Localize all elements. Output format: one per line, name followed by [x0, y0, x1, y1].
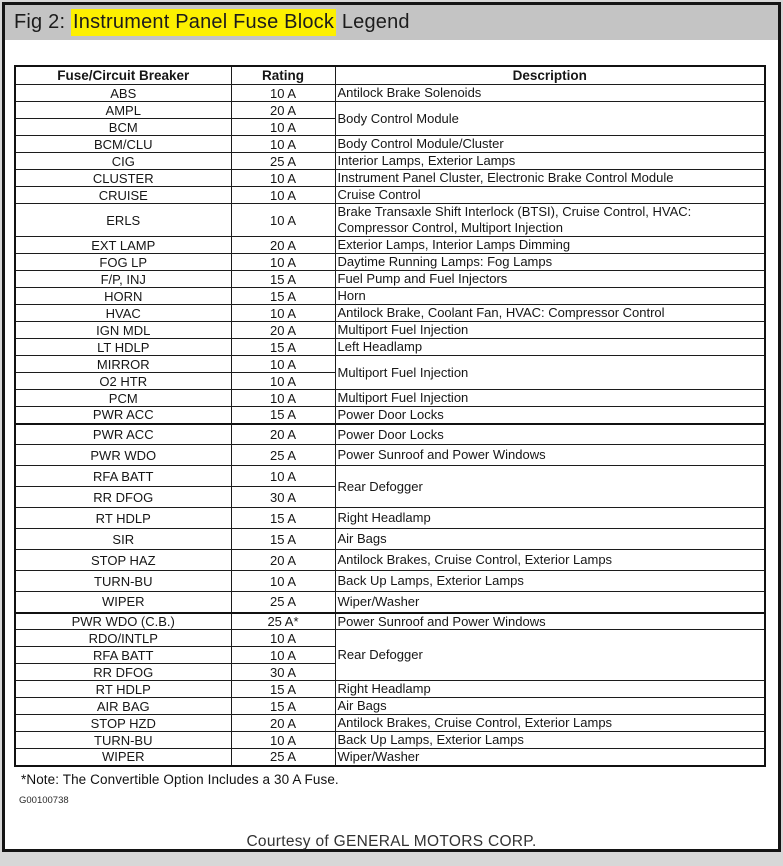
fuse-cell: BCM [15, 119, 231, 136]
fuse-cell: RR DFOG [15, 664, 231, 681]
rating-cell: 15 A [231, 271, 335, 288]
rating-cell: 10 A [231, 136, 335, 153]
table-row [15, 153, 765, 170]
fuse-cell: ABS [15, 85, 231, 102]
description-cell: Left Headlamp [335, 339, 765, 356]
fuse-cell: RFA BATT [15, 466, 231, 487]
table-row [15, 749, 765, 766]
rating-cell: 10 A [231, 732, 335, 749]
document-page [2, 2, 781, 852]
description-cell: Horn [335, 288, 765, 305]
fuse-cell: FOG LP [15, 254, 231, 271]
figure-title [5, 5, 778, 40]
column-header-description: Description [335, 66, 765, 85]
table-row [15, 390, 765, 407]
figure-code: G00100738 [19, 794, 69, 806]
fuse-cell: AIR BAG [15, 698, 231, 715]
rating-cell: 20 A [231, 237, 335, 254]
fuse-legend-table [14, 65, 766, 767]
rating-cell: 10 A [231, 373, 335, 390]
fuse-cell: EXT LAMP [15, 237, 231, 254]
description-cell: Right Headlamp [335, 681, 765, 698]
table-row [15, 204, 765, 237]
fuse-cell: RDO/INTLP [15, 630, 231, 647]
rating-cell: 30 A [231, 664, 335, 681]
table-row [15, 508, 765, 529]
rating-cell: 20 A [231, 715, 335, 732]
description-cell: Power Sunroof and Power Windows [335, 613, 765, 630]
fuse-cell: TURN-BU [15, 571, 231, 592]
description-cell: Cruise Control [335, 187, 765, 204]
rating-cell: 20 A [231, 102, 335, 119]
fuse-cell: PWR WDO (C.B.) [15, 613, 231, 630]
table-row [15, 630, 765, 647]
table-row [15, 424, 765, 445]
description-cell: Exterior Lamps, Interior Lamps Dimming [335, 237, 765, 254]
table-row [15, 592, 765, 613]
table-row [15, 322, 765, 339]
description-cell: Body Control Module/Cluster [335, 136, 765, 153]
description-cell: Antilock Brake, Coolant Fan, HVAC: Compressor Control [335, 305, 765, 322]
rating-cell: 10 A [231, 390, 335, 407]
footnote: *Note: The Convertible Option Includes a 30 A Fuse. [21, 771, 339, 787]
rating-cell: 15 A [231, 339, 335, 356]
fuse-cell: PWR WDO [15, 445, 231, 466]
rating-cell: 20 A [231, 322, 335, 339]
table-row [15, 305, 765, 322]
description-cell: Rear Defogger [335, 630, 765, 681]
rating-cell: 25 A [231, 153, 335, 170]
fuse-cell: HVAC [15, 305, 231, 322]
fuse-cell: RT HDLP [15, 681, 231, 698]
description-cell: Daytime Running Lamps: Fog Lamps [335, 254, 765, 271]
table-row [15, 170, 765, 187]
rating-cell: 15 A [231, 407, 335, 424]
rating-cell: 10 A [231, 204, 335, 237]
fuse-cell: PWR ACC [15, 424, 231, 445]
description-cell: Antilock Brakes, Cruise Control, Exterior Lamps [335, 550, 765, 571]
table-row [15, 681, 765, 698]
table-row [15, 698, 765, 715]
fuse-cell: SIR [15, 529, 231, 550]
rating-cell: 15 A [231, 508, 335, 529]
description-cell: Antilock Brake Solenoids [335, 85, 765, 102]
fuse-cell: LT HDLP [15, 339, 231, 356]
rating-cell: 10 A [231, 119, 335, 136]
description-cell: Multiport Fuel Injection [335, 390, 765, 407]
table-row [15, 613, 765, 630]
fuse-cell: HORN [15, 288, 231, 305]
rating-cell: 20 A [231, 424, 335, 445]
table-row [15, 254, 765, 271]
rating-cell: 25 A [231, 592, 335, 613]
rating-cell: 15 A [231, 698, 335, 715]
rating-cell: 25 A* [231, 613, 335, 630]
description-cell: Body Control Module [335, 102, 765, 136]
fuse-cell: ERLS [15, 204, 231, 237]
rating-cell: 10 A [231, 647, 335, 664]
fuse-cell: AMPL [15, 102, 231, 119]
description-cell: Wiper/Washer [335, 749, 765, 766]
fuse-cell: RT HDLP [15, 508, 231, 529]
fuse-cell: IGN MDL [15, 322, 231, 339]
table-row [15, 445, 765, 466]
table-row [15, 237, 765, 254]
column-header-rating: Rating [231, 66, 335, 85]
table-row [15, 356, 765, 373]
table-row [15, 571, 765, 592]
rating-cell: 10 A [231, 571, 335, 592]
table-row [15, 466, 765, 487]
fuse-table-body [15, 85, 765, 766]
description-cell: Multiport Fuel Injection [335, 356, 765, 390]
description-cell: Antilock Brakes, Cruise Control, Exterior Lamps [335, 715, 765, 732]
rating-cell: 10 A [231, 305, 335, 322]
rating-cell: 25 A [231, 749, 335, 766]
description-cell: Air Bags [335, 698, 765, 715]
fuse-cell: RFA BATT [15, 647, 231, 664]
fuse-cell: STOP HZD [15, 715, 231, 732]
description-cell: Back Up Lamps, Exterior Lamps [335, 571, 765, 592]
rating-cell: 15 A [231, 288, 335, 305]
table-header-row [15, 66, 765, 85]
courtesy-line: Courtesy of GENERAL MOTORS CORP. [246, 832, 537, 850]
fuse-cell: PCM [15, 390, 231, 407]
fuse-cell: WIPER [15, 749, 231, 766]
description-cell: Power Door Locks [335, 424, 765, 445]
figure-title-highlight: Instrument Panel Fuse Block [71, 9, 336, 36]
fuse-cell: RR DFOG [15, 487, 231, 508]
fuse-cell: O2 HTR [15, 373, 231, 390]
rating-cell: 30 A [231, 487, 335, 508]
table-row [15, 288, 765, 305]
rating-cell: 10 A [231, 85, 335, 102]
fuse-cell: TURN-BU [15, 732, 231, 749]
fuse-cell: STOP HAZ [15, 550, 231, 571]
table-row [15, 407, 765, 424]
column-header-fuse-circuit-breaker: Fuse/Circuit Breaker [15, 66, 231, 85]
rating-cell: 15 A [231, 681, 335, 698]
description-cell: Wiper/Washer [335, 592, 765, 613]
table-row [15, 85, 765, 102]
description-cell: Right Headlamp [335, 508, 765, 529]
fuse-cell: CLUSTER [15, 170, 231, 187]
fuse-cell: BCM/CLU [15, 136, 231, 153]
description-cell: Fuel Pump and Fuel Injectors [335, 271, 765, 288]
rating-cell: 10 A [231, 630, 335, 647]
table-row [15, 102, 765, 119]
rating-cell: 15 A [231, 529, 335, 550]
description-cell: Power Door Locks [335, 407, 765, 424]
rating-cell: 10 A [231, 356, 335, 373]
rating-cell: 10 A [231, 187, 335, 204]
description-cell: Air Bags [335, 529, 765, 550]
description-cell: Interior Lamps, Exterior Lamps [335, 153, 765, 170]
rating-cell: 10 A [231, 170, 335, 187]
table-row [15, 339, 765, 356]
figure-title-suffix: Legend [336, 11, 410, 33]
fuse-cell: PWR ACC [15, 407, 231, 424]
table-header [15, 66, 765, 85]
table-row [15, 187, 765, 204]
description-cell: Instrument Panel Cluster, Electronic Brake Control Module [335, 170, 765, 187]
fuse-cell: F/P, INJ [15, 271, 231, 288]
fuse-cell: WIPER [15, 592, 231, 613]
table-row [15, 136, 765, 153]
table-row [15, 271, 765, 288]
table-row [15, 550, 765, 571]
fuse-cell: MIRROR [15, 356, 231, 373]
figure-title-prefix: Fig 2: [14, 11, 71, 33]
rating-cell: 25 A [231, 445, 335, 466]
fuse-cell: CIG [15, 153, 231, 170]
description-cell: Rear Defogger [335, 466, 765, 508]
description-cell: Brake Transaxle Shift Interlock (BTSI), Cruise Control, HVAC: Compressor Control, Multiport Injection [335, 204, 765, 237]
description-cell: Multiport Fuel Injection [335, 322, 765, 339]
table-row [15, 732, 765, 749]
description-cell: Back Up Lamps, Exterior Lamps [335, 732, 765, 749]
rating-cell: 10 A [231, 254, 335, 271]
description-cell: Power Sunroof and Power Windows [335, 445, 765, 466]
rating-cell: 10 A [231, 466, 335, 487]
table-row [15, 715, 765, 732]
fuse-cell: CRUISE [15, 187, 231, 204]
table-row [15, 529, 765, 550]
rating-cell: 20 A [231, 550, 335, 571]
